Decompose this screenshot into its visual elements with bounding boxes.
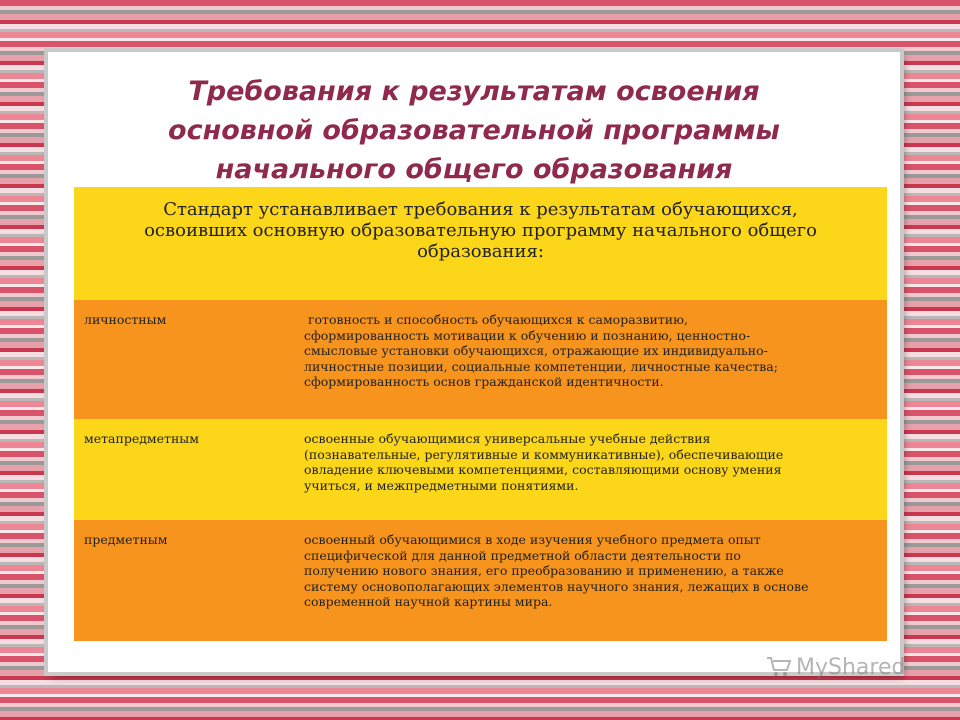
title-line-3: начального общего образования [215, 154, 733, 185]
table-row-subject [74, 520, 887, 641]
intro-line-3: образования: [417, 241, 544, 262]
desc-line: смысловые установки обучающихся, отражающие их индивидуально- [304, 343, 768, 358]
intro-cell [74, 187, 887, 300]
row-term: предметным [84, 532, 168, 547]
slide-title [48, 72, 900, 189]
desc-line: сформированность мотивации к обучению и познанию, ценностно- [304, 327, 751, 343]
desc-line: современной научной картины мира. [304, 594, 553, 609]
row-term: личностным [84, 312, 167, 327]
intro-line-2: освоивших основную образовательную программу начального общего [144, 220, 817, 241]
intro-line-1: Стандарт устанавливает требования к результатам обучающихся, [163, 199, 798, 220]
cart-icon [766, 655, 792, 677]
desc-line: личностные позиции, социальные компетенции, личностные качества; [304, 358, 778, 374]
desc-line: учиться, и межпредметными понятиями. [304, 477, 579, 493]
watermark-text: MyShared [796, 655, 906, 680]
row-description [304, 431, 879, 493]
slide [48, 52, 900, 672]
desc-line: систему основополагающих элементов научного знания, лежащих в основе [304, 578, 809, 594]
desc-line: готовность и способность обучающихся к саморазвитию, [304, 312, 688, 327]
title-line-2: основной образовательной программы [168, 115, 780, 146]
row-term: метапредметным [84, 431, 199, 446]
desc-line: (познавательные, регулятивные и коммуникативные), обеспечивающие [304, 446, 784, 462]
desc-line: освоенные обучающимися универсальные учебные действия [304, 431, 711, 446]
row-description [304, 532, 879, 610]
title-line-1: Требования к результатам освоения [188, 76, 760, 107]
desc-line: специфической для данной предметной области деятельности по [304, 547, 741, 563]
requirements-table [74, 187, 887, 641]
desc-line: овладение ключевыми компетенциями, составляющими основу умения [304, 462, 782, 477]
watermark-logo [766, 655, 905, 680]
table-row-metasubject [74, 419, 887, 520]
row-description [304, 312, 879, 390]
table-row-personal [74, 300, 887, 419]
desc-line: сформированность основ гражданской идентичности. [304, 374, 664, 389]
desc-line: получению нового знания, его преобразованию и применению, а также [304, 563, 784, 578]
desc-line: освоенный обучающимися в ходе изучения учебного предмета опыт [304, 532, 761, 547]
